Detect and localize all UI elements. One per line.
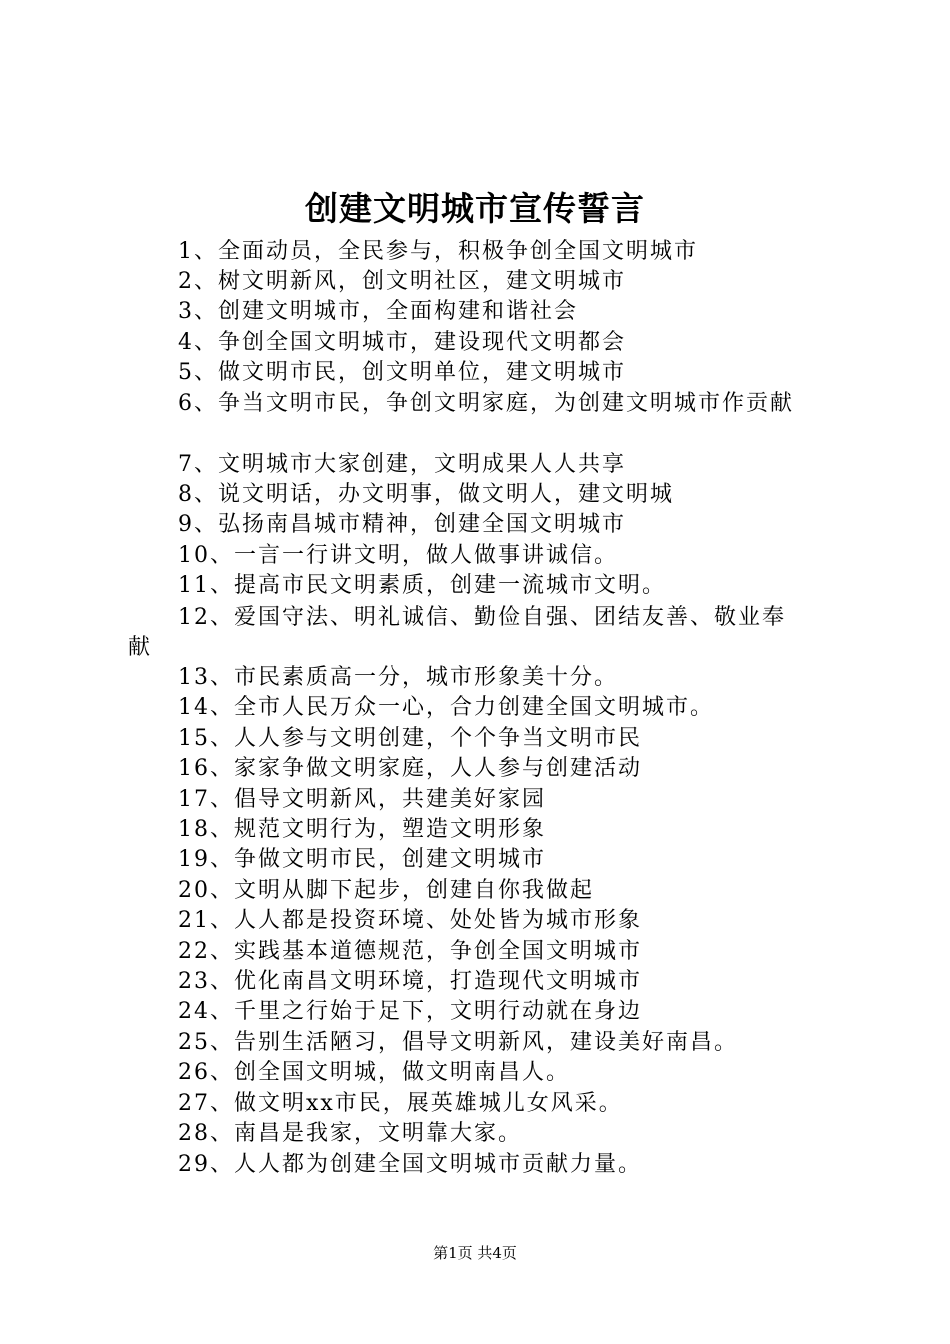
slogan-line: 17、倡导文明新风，共建美好家园 <box>178 787 546 812</box>
document-title: 创建文明城市宣传誓言 <box>305 189 645 228</box>
slogan-line: 28、南昌是我家，文明靠大家。 <box>178 1121 522 1146</box>
slogan-line: 6、争当文明市民，争创文明家庭，为创建文明城市作贡献 <box>178 391 794 416</box>
slogan-line: 4、争创全国文明城市，建设现代文明都会 <box>178 330 626 355</box>
slogan-line: 14、全市人民万众一心，合力创建全国文明城市。 <box>178 695 714 720</box>
slogan-line: 22、实践基本道德规范，争创全国文明城市 <box>178 939 642 964</box>
slogan-line: 11、提高市民文明素质，创建一流城市文明。 <box>178 573 666 598</box>
slogan-line: 12、爱国守法、明礼诚信、勤俭自强、团结友善、敬业奉 <box>178 605 786 630</box>
slogan-line: 1、全面动员，全民参与，积极争创全国文明城市 <box>178 239 698 264</box>
slogan-line: 27、做文明xx市民，展英雄城儿女风采。 <box>178 1091 623 1116</box>
slogan-line: 20、文明从脚下起步，创建自你我做起 <box>178 878 594 903</box>
slogan-line: 24、千里之行始于足下，文明行动就在身边 <box>178 999 642 1024</box>
slogan-line: 18、规范文明行为，塑造文明形象 <box>178 817 546 842</box>
slogan-line: 23、优化南昌文明环境，打造现代文明城市 <box>178 969 642 994</box>
slogan-line: 26、创全国文明城，做文明南昌人。 <box>178 1060 570 1085</box>
slogan-line: 3、创建文明城市，全面构建和谐社会 <box>178 299 578 324</box>
slogan-line: 15、人人参与文明创建，个个争当文明市民 <box>178 726 642 751</box>
slogan-line: 7、文明城市大家创建，文明成果人人共享 <box>178 452 626 477</box>
slogan-line: 19、争做文明市民，创建文明城市 <box>178 847 546 872</box>
slogan-line: 29、人人都为创建全国文明城市贡献力量。 <box>178 1152 642 1177</box>
slogan-line-continuation: 献 <box>128 635 153 660</box>
slogan-line: 25、告别生活陋习，倡导文明新风，建设美好南昌。 <box>178 1030 738 1055</box>
slogan-line: 5、做文明市民，创文明单位，建文明城市 <box>178 360 626 385</box>
slogan-line: 8、说文明话，办文明事，做文明人，建文明城 <box>178 482 674 507</box>
page-number-footer: 第1页 共4页 <box>433 1244 517 1262</box>
slogan-line: 2、树文明新风，创文明社区，建文明城市 <box>178 269 626 294</box>
slogan-line: 13、市民素质高一分，城市形象美十分。 <box>178 665 618 690</box>
slogan-line: 10、一言一行讲文明，做人做事讲诚信。 <box>178 543 618 568</box>
slogan-line: 21、人人都是投资环境、处处皆为城市形象 <box>178 908 642 933</box>
slogan-line: 16、家家争做文明家庭，人人参与创建活动 <box>178 756 642 781</box>
slogan-line: 9、弘扬南昌城市精神，创建全国文明城市 <box>178 512 626 537</box>
